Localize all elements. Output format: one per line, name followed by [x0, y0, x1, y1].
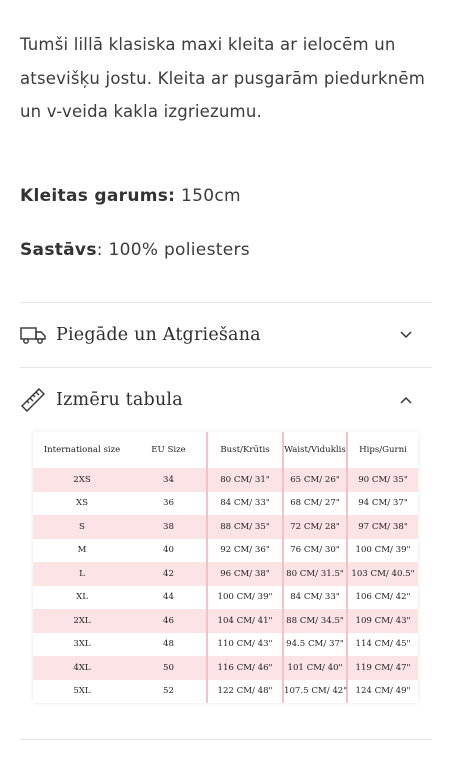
cell-eu-size: 48 [131, 633, 207, 657]
cell-bust: 104 CM/ 41" [207, 609, 283, 633]
cell-waist: 88 CM/ 34.5" [283, 609, 347, 633]
table-row [33, 680, 418, 704]
dress-length-value: 150cm [180, 186, 241, 206]
size-table-title: Izmēru tabula [56, 390, 183, 410]
table-row [33, 492, 418, 516]
composition-label: Sastāvs [20, 240, 97, 260]
accordion-size-table[interactable] [20, 380, 432, 420]
cell-bust: 96 CM/ 38" [207, 562, 283, 586]
cell-waist: 76 CM/ 30" [283, 539, 347, 563]
cell-eu-size: 38 [131, 515, 207, 539]
cell-waist: 80 CM/ 31.5" [283, 562, 347, 586]
accordion-shipping[interactable] [20, 315, 432, 355]
header-waist: Waist/Viduklis [283, 432, 347, 468]
header-bust: Bust/Krūtis [207, 432, 283, 468]
cell-international-size: 4XL [33, 656, 131, 680]
cell-bust: 116 CM/ 46" [207, 656, 283, 680]
cell-waist: 68 CM/ 27" [283, 492, 347, 516]
table-row [33, 609, 418, 633]
cell-eu-size: 40 [131, 539, 207, 563]
dress-length-label: Kleitas garums: [20, 186, 176, 206]
cell-international-size: 5XL [73, 686, 91, 697]
cell-international-size: 3XL [73, 639, 91, 650]
cell-hips: 124 CM/ 49" [355, 686, 411, 697]
cell-hips: 106 CM/ 42" [355, 592, 411, 603]
table-row [33, 633, 418, 657]
cell-hips: 90 CM/ 35" [347, 468, 418, 492]
size-table [33, 432, 418, 703]
cell-waist: 72 CM/ 28" [283, 515, 347, 539]
cell-eu-size: 50 [131, 656, 207, 680]
table-row [33, 656, 418, 680]
cell-eu-size: 42 [131, 562, 207, 586]
composition-spec [20, 240, 250, 260]
cell-bust: 80 CM/ 31" [207, 468, 283, 492]
dress-length-spec [20, 186, 241, 206]
divider [20, 302, 432, 303]
cell-bust: 110 CM/ 43" [207, 633, 283, 657]
cell-international-size: 2XL [33, 609, 131, 633]
table-row [33, 562, 418, 586]
cell-international-size: M [77, 545, 87, 556]
cell-international-size: 2XS [33, 468, 131, 492]
cell-international-size: XL [76, 592, 88, 603]
cell-hips: 119 CM/ 47" [347, 656, 418, 680]
cell-hips: 100 CM/ 39" [355, 545, 411, 556]
cell-international-size: XS [75, 498, 88, 509]
cell-international-size: L [33, 562, 131, 586]
cell-hips: 94 CM/ 37" [358, 498, 408, 509]
cell-eu-size: 52 [131, 680, 207, 704]
shipping-title: Piegāde un Atgriešana [56, 325, 261, 345]
cell-bust: 100 CM/ 39" [207, 586, 283, 610]
divider [20, 367, 432, 368]
header-international-size: International size [43, 445, 121, 455]
header-hips: Hips/Gurni [359, 445, 407, 455]
cell-waist: 65 CM/ 26" [283, 468, 347, 492]
cell-hips: 103 CM/ 40.5" [347, 562, 418, 586]
table-row [33, 586, 418, 610]
cell-waist: 101 CM/ 40" [283, 656, 347, 680]
ruler-icon [20, 387, 46, 413]
cell-eu-size: 36 [131, 492, 207, 516]
header-eu-size: EU Size [131, 432, 207, 468]
cell-hips: 109 CM/ 43" [347, 609, 418, 633]
cell-waist: 107.5 CM/ 42" [283, 680, 347, 704]
truck-icon [20, 322, 46, 348]
table-row [33, 515, 418, 539]
cell-eu-size: 46 [131, 609, 207, 633]
cell-international-size: S [33, 515, 131, 539]
size-chart [33, 432, 418, 703]
composition-value: : 100% poliesters [96, 240, 250, 260]
cell-hips: 97 CM/ 38" [347, 515, 418, 539]
cell-eu-size: 34 [131, 468, 207, 492]
table-row [33, 539, 418, 563]
size-table-header [33, 432, 418, 468]
cell-waist: 94.5 CM/ 37" [283, 633, 347, 657]
divider [20, 739, 432, 740]
cell-bust: 122 CM/ 48" [207, 680, 283, 704]
cell-bust: 92 CM/ 36" [207, 539, 283, 563]
product-description: Tumši lillā klasiska maxi kleita ar ielocēm un atsevišķu jostu. Kleita ar pusgarām piedurknēm un v-veida kakla izgriezumu. [20, 35, 426, 121]
cell-hips: 114 CM/ 45" [355, 639, 411, 650]
table-row [33, 468, 418, 492]
cell-bust: 88 CM/ 35" [207, 515, 283, 539]
cell-bust: 84 CM/ 33" [207, 492, 283, 516]
cell-waist: 84 CM/ 33" [283, 586, 347, 610]
chevron-down-icon[interactable] [398, 327, 414, 343]
chevron-up-icon[interactable] [398, 392, 414, 408]
cell-eu-size: 44 [131, 586, 207, 610]
